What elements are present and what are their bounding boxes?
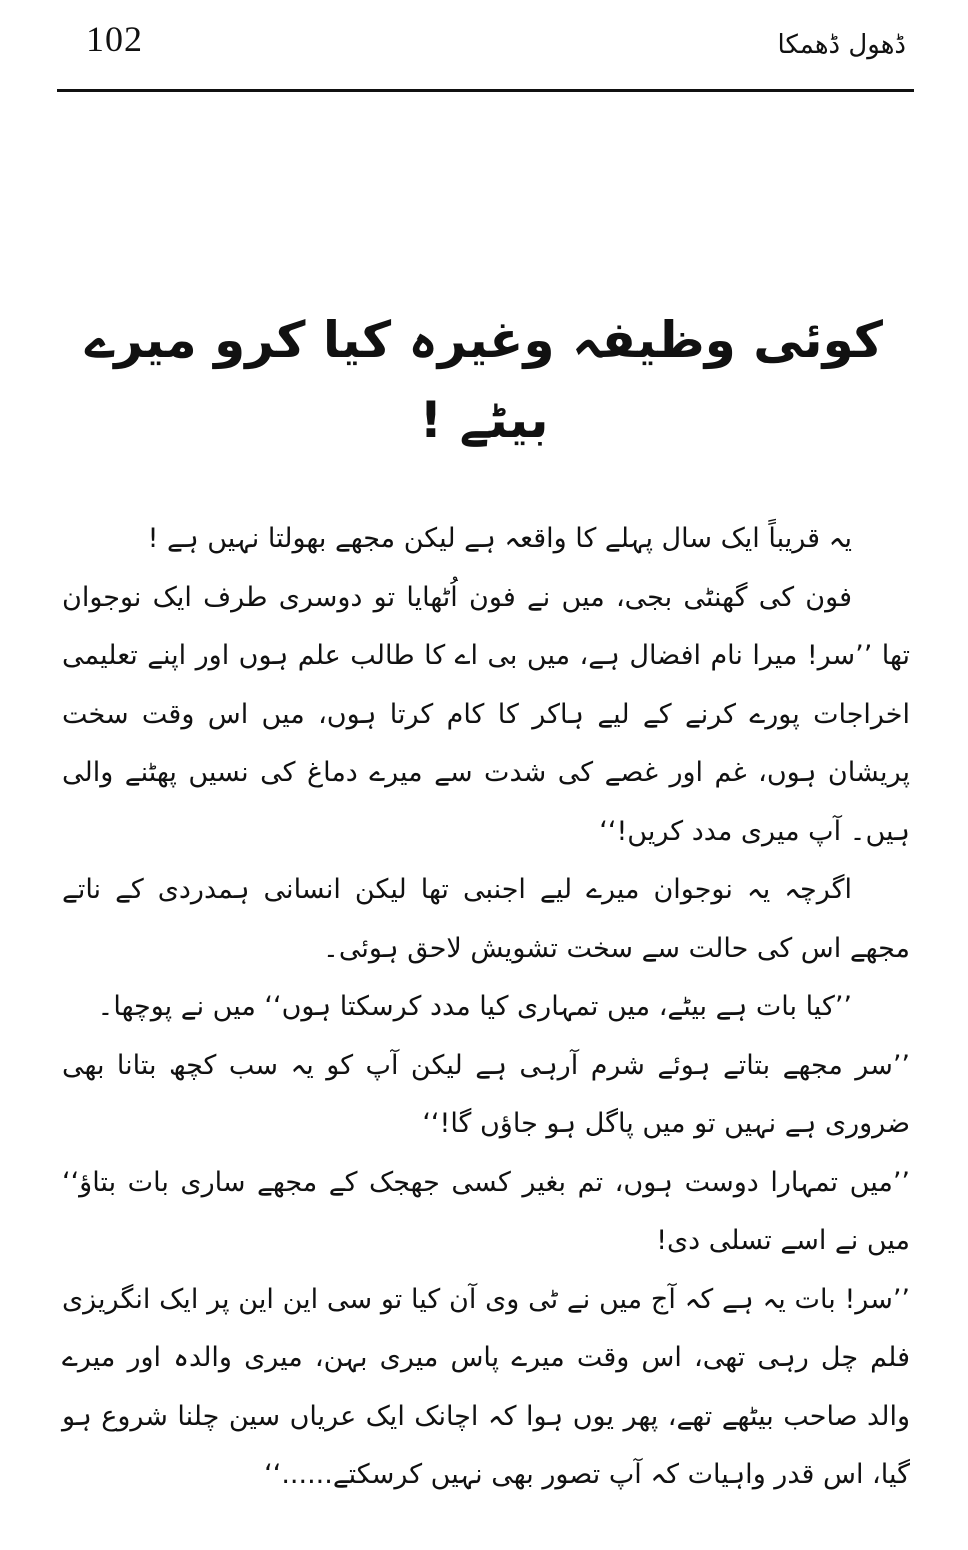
paragraph: اگرچہ یہ نوجوان میرے لیے اجنبی تھا لیکن انسانی ہمدردی کے ناتے مجھے اس کی حالت سے سخت تشویش لاحق ہوئی۔ bbox=[62, 874, 910, 964]
paragraph: یہ قریباً ایک سال پہلے کا واقعہ ہے لیکن مجھے بھولتا نہیں ہے ! bbox=[147, 523, 852, 554]
paragraph: ’’سر مجھے بتاتے ہوئے شرم آرہی ہے لیکن آپ کو یہ سب کچھ بتانا بھی ضروری ہے نہیں تو میں پاگل ہو جاؤں گا!‘‘ bbox=[62, 1049, 910, 1139]
paragraph: فون کی گھنٹی بجی، میں نے فون اُٹھایا تو دوسری طرف ایک نوجوان تھا ’’سر! میرا نام افضال ہے، میں بی اے کا طالب علم ہوں اور اپنے تعلیمی اخراجات پورے کرنے کے لیے ہاکر کا کام کرتا ہوں، میں اس وقت سخت پریشان ہوں، غم اور غصے کی شدت سے میرے دماغ کی نسیں پھٹنے والی ہیں۔ آپ میری مدد کریں!‘‘ bbox=[62, 581, 910, 847]
paragraph: ’’کیا بات ہے بیٹے، میں تمہاری کیا مدد کرسکتا ہوں‘‘ میں نے پوچھا۔ bbox=[97, 991, 852, 1022]
header-rule bbox=[57, 89, 914, 92]
running-header-book-title: ڈھول ڈھمکا bbox=[777, 30, 906, 60]
body-text bbox=[62, 510, 910, 1505]
paragraph: ’’میں تمہارا دوست ہوں، تم بغیر کسی جھجک کے مجھے ساری بات بتاؤ‘‘ میں نے اسے تسلی دی! bbox=[62, 1166, 910, 1256]
chapter-title: کوئی وظیفہ وغیرہ کیا کرو میرے بیٹے ! bbox=[84, 311, 884, 449]
page-number: 102 bbox=[86, 19, 143, 59]
paragraph: ’’سر! بات یہ ہے کہ آج میں نے ٹی وی آن کیا تو سی این این پر ایک انگریزی فلم چل رہی تھی، اس وقت میرے پاس میری بہن، میری والدہ اور میرے والد صاحب بیٹھے تھے، پھر یوں ہوا کہ اچانک ایک عریاں سین چلنا شروع ہو گیا، اس قدر واہیات کہ آپ تصور بھی نہیں کرسکتے......‘‘ bbox=[62, 1283, 910, 1490]
